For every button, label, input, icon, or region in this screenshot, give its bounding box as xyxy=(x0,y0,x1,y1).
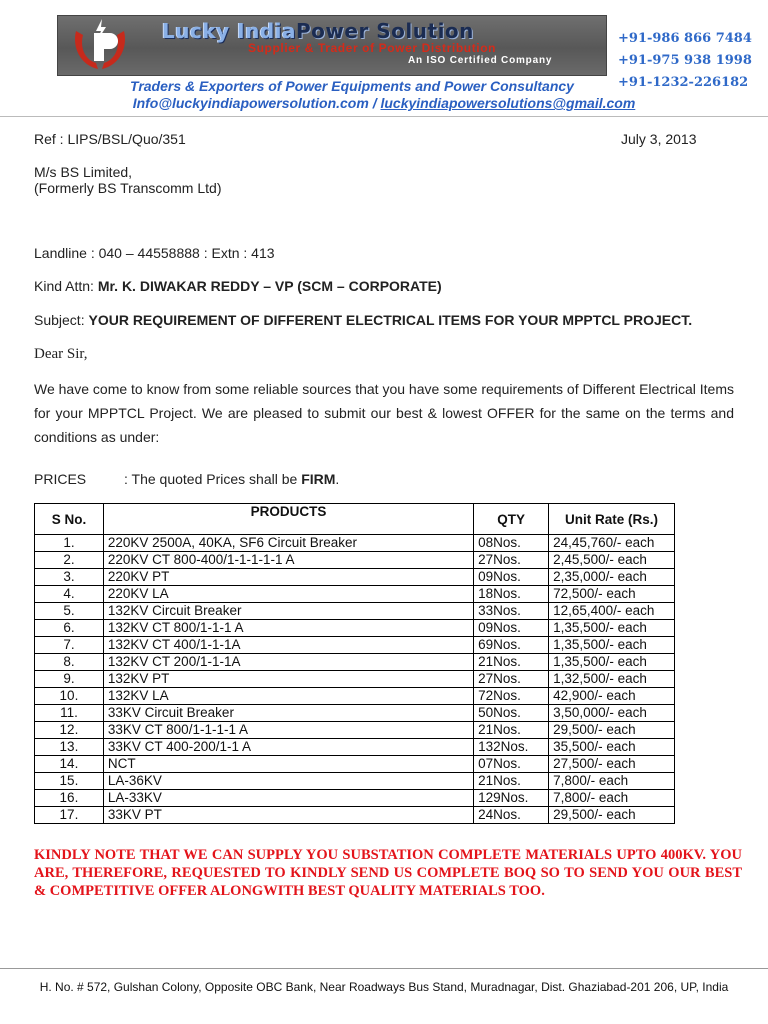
cell-qty: 69Nos. xyxy=(474,637,549,654)
attn-label: Kind Attn: xyxy=(34,278,98,294)
footer-address: H. No. # 572, Gulshan Colony, Opposite OBC Bank, Near Roadways Bus Stand, Muradnagar, Dist. Ghaziabad-201 206, UP, India xyxy=(39,980,729,994)
recipient-line-2: (Formerly BS Transcomm Ltd) xyxy=(34,180,222,196)
prices-firm: FIRM xyxy=(301,471,336,487)
table-row xyxy=(35,722,675,739)
cell-qty: 132Nos. xyxy=(474,739,549,756)
phone-2: +91-975 938 1998 xyxy=(618,53,752,68)
cell-sno: 16. xyxy=(35,790,104,807)
cell-product: NCT xyxy=(103,756,473,773)
body-paragraph: We have come to know from some reliable sources that you have some requirements of Different Electrical Items for your MPPTCL Project. We are pleased to submit our best & lowest OFFER for the same on the terms and conditions as under: xyxy=(34,381,734,445)
cell-qty: 129Nos. xyxy=(474,790,549,807)
cell-product: LA-36KV xyxy=(103,773,473,790)
table-row xyxy=(35,603,675,620)
company-name xyxy=(162,19,474,43)
landline: Landline : 040 – 44558888 : Extn : 413 xyxy=(34,245,275,261)
footer-divider xyxy=(0,968,768,969)
prices-label: PRICES xyxy=(34,471,87,487)
cell-product: 33KV CT 800/1-1-1-1 A xyxy=(103,722,473,739)
cell-product: 220KV LA xyxy=(103,586,473,603)
cell-qty: 18Nos. xyxy=(474,586,549,603)
cell-qty: 33Nos. xyxy=(474,603,549,620)
cell-product: 132KV CT 200/1-1-1A xyxy=(103,654,473,671)
table-row xyxy=(35,637,675,654)
cell-product: 132KV Circuit Breaker xyxy=(103,603,473,620)
email-gmail[interactable]: luckyindiapowersolutions@gmail.com xyxy=(380,95,636,111)
cell-product: 132KV PT xyxy=(103,671,473,688)
kind-attention xyxy=(34,278,442,294)
cell-qty: 21Nos. xyxy=(474,722,549,739)
cell-unit-rate: 24,45,760/- each xyxy=(549,535,675,552)
subject-label: Subject: xyxy=(34,312,89,328)
tagline-text: Traders & Exporters of Power Equipments and Power Consultancy xyxy=(130,78,574,94)
prices-clause xyxy=(124,471,339,487)
cell-sno: 10. xyxy=(35,688,104,705)
cell-sno: 9. xyxy=(35,671,104,688)
cell-qty: 07Nos. xyxy=(474,756,549,773)
recipient-line-1: M/s BS Limited, xyxy=(34,164,133,180)
company-logo-icon xyxy=(70,17,130,73)
cell-sno: 2. xyxy=(35,552,104,569)
cell-unit-rate: 27,500/- each xyxy=(549,756,675,773)
cell-qty: 09Nos. xyxy=(474,620,549,637)
header-products: PRODUCTS xyxy=(103,504,473,535)
company-name-part1: Lucky India xyxy=(162,19,296,43)
cell-product: 220KV 2500A, 40KA, SF6 Circuit Breaker xyxy=(103,535,473,552)
cell-unit-rate: 29,500/- each xyxy=(549,807,675,824)
cell-product: 132KV CT 400/1-1-1A xyxy=(103,637,473,654)
cell-sno: 7. xyxy=(35,637,104,654)
table-row xyxy=(35,807,675,824)
cell-sno: 4. xyxy=(35,586,104,603)
supplier-line: Supplier & Trader of Power Distribution xyxy=(248,41,497,55)
cell-qty: 27Nos. xyxy=(474,671,549,688)
cell-unit-rate: 1,35,500/- each xyxy=(549,637,675,654)
price-table xyxy=(34,503,675,824)
table-row xyxy=(35,552,675,569)
cell-product: 220KV PT xyxy=(103,569,473,586)
cell-sno: 6. xyxy=(35,620,104,637)
supply-note: KINDLY NOTE THAT WE CAN SUPPLY YOU SUBSTATION COMPLETE MATERIALS UPTO 400KV. YOU ARE, THEREFORE, REQUESTED TO KINDLY SEND US COMPLETE BOQ SO TO SEND YOU OUR BEST & COMPETITIVE OFFER ALONGWITH BEST QUALITY MATERIALS TOO. xyxy=(34,847,742,899)
email-line xyxy=(0,95,768,111)
prices-text: : The quoted Prices shall be xyxy=(124,471,302,487)
cell-unit-rate: 12,65,400/- each xyxy=(549,603,675,620)
reference-number: Ref : LIPS/BSL/Quo/351 xyxy=(34,131,186,147)
cell-qty: 50Nos. xyxy=(474,705,549,722)
cell-qty: 72Nos. xyxy=(474,688,549,705)
phone-3: +91-1232-226182 xyxy=(618,75,749,90)
table-row xyxy=(35,773,675,790)
cell-sno: 14. xyxy=(35,756,104,773)
cell-qty: 09Nos. xyxy=(474,569,549,586)
cell-unit-rate: 29,500/- each xyxy=(549,722,675,739)
cell-qty: 21Nos. xyxy=(474,654,549,671)
table-row xyxy=(35,688,675,705)
header-divider xyxy=(0,116,768,117)
cell-sno: 13. xyxy=(35,739,104,756)
table-row xyxy=(35,654,675,671)
cell-product: 33KV CT 400-200/1-1 A xyxy=(103,739,473,756)
cell-sno: 17. xyxy=(35,807,104,824)
table-row xyxy=(35,705,675,722)
table-row xyxy=(35,620,675,637)
cell-product: 33KV Circuit Breaker xyxy=(103,705,473,722)
table-row xyxy=(35,790,675,807)
tagline xyxy=(0,78,768,94)
prices-end: . xyxy=(335,471,340,487)
cell-unit-rate: 7,800/- each xyxy=(549,790,675,807)
header-qty: QTY xyxy=(474,504,549,535)
cell-sno: 12. xyxy=(35,722,104,739)
cell-sno: 3. xyxy=(35,569,104,586)
cell-unit-rate: 7,800/- each xyxy=(549,773,675,790)
table-row xyxy=(35,586,675,603)
cell-product: 33KV PT xyxy=(103,807,473,824)
cell-unit-rate: 1,32,500/- each xyxy=(549,671,675,688)
table-row xyxy=(35,739,675,756)
cell-unit-rate: 35,500/- each xyxy=(549,739,675,756)
cell-unit-rate: 2,45,500/- each xyxy=(549,552,675,569)
email-separator: / xyxy=(368,95,381,111)
cell-product: 220KV CT 800-400/1-1-1-1-1 A xyxy=(103,552,473,569)
table-row xyxy=(35,671,675,688)
phone-1: +91-986 866 7484 xyxy=(618,31,752,46)
cell-qty: 24Nos. xyxy=(474,807,549,824)
table-row xyxy=(35,569,675,586)
cell-product: 132KV CT 800/1-1-1 A xyxy=(103,620,473,637)
attn-value: Mr. K. DIWAKAR REDDY – VP (SCM – CORPORATE) xyxy=(97,278,442,294)
table-row xyxy=(35,756,675,773)
table-row xyxy=(35,535,675,552)
cell-unit-rate: 3,50,000/- each xyxy=(549,705,675,722)
subject-line xyxy=(34,312,692,328)
email-info[interactable]: Info@luckyindiapowersolution.com xyxy=(132,95,369,111)
cell-sno: 5. xyxy=(35,603,104,620)
cell-unit-rate: 72,500/- each xyxy=(549,586,675,603)
cell-sno: 11. xyxy=(35,705,104,722)
cell-unit-rate: 42,900/- each xyxy=(549,688,675,705)
cell-sno: 8. xyxy=(35,654,104,671)
cell-unit-rate: 1,35,500/- each xyxy=(549,620,675,637)
letter-date: July 3, 2013 xyxy=(621,131,697,147)
cell-product: LA-33KV xyxy=(103,790,473,807)
subject-value: YOUR REQUIREMENT OF DIFFERENT ELECTRICAL ITEMS FOR YOUR MPPTCL PROJECT. xyxy=(88,312,693,328)
iso-certified-line: An ISO Certified Company xyxy=(408,55,553,66)
company-name-part2: Power Solution xyxy=(296,19,474,43)
header-sno: S No. xyxy=(35,504,104,535)
cell-sno: 15. xyxy=(35,773,104,790)
salutation: Dear Sir, xyxy=(34,346,88,362)
table-header-row xyxy=(35,504,675,535)
cell-qty: 08Nos. xyxy=(474,535,549,552)
cell-unit-rate: 1,35,500/- each xyxy=(549,654,675,671)
cell-product: 132KV LA xyxy=(103,688,473,705)
cell-unit-rate: 2,35,000/- each xyxy=(549,569,675,586)
cell-qty: 21Nos. xyxy=(474,773,549,790)
header-unit-rate: Unit Rate (Rs.) xyxy=(549,504,675,535)
cell-qty: 27Nos. xyxy=(474,552,549,569)
cell-sno: 1. xyxy=(35,535,104,552)
